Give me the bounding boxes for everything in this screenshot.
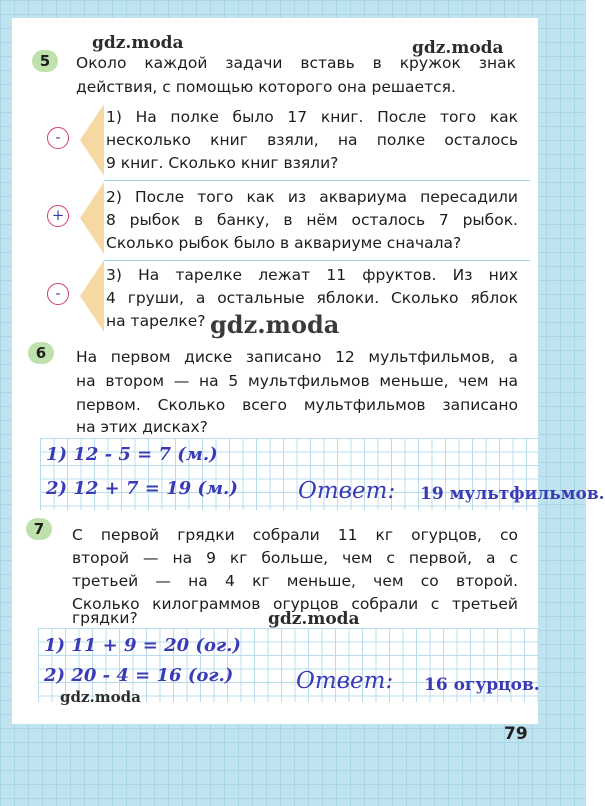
task-5-badge: 5 xyxy=(32,50,58,72)
subtask-3-line-2: 4 груши, а остальные яблоки. Сколько яблок xyxy=(106,289,518,307)
watermark: gdz.moda xyxy=(412,38,504,58)
task-7-answer-label: Ответ: xyxy=(296,668,394,694)
task-6-answer-label: Ответ: xyxy=(298,478,396,504)
task-5-intro-line-1: Около каждой задачи вставь в кружок знак xyxy=(76,54,516,72)
watermark: gdz.moda xyxy=(268,609,360,629)
subtask-1-line-1: 1) На полке было 17 книг. После того как xyxy=(106,108,518,126)
task-7-solution-1: 1) 11 + 9 = 20 (ог.) xyxy=(44,635,241,656)
task-6-line-3: первом. Сколько всего мультфильмов записано xyxy=(76,396,518,414)
subtask-1-line-2: несколько книг взяли, на полке осталось xyxy=(106,131,518,149)
subtask-2-line-3: Сколько рыбок было в аквариуме сначала? xyxy=(106,234,462,252)
task-6-line-2: на втором — на 5 мультфильмов меньше, чем на xyxy=(76,372,518,390)
task-7-line-5: грядки? xyxy=(72,609,138,627)
task-7-badge: 7 xyxy=(26,518,52,540)
task-6-solution-2: 2) 12 + 7 = 19 (м.) xyxy=(46,478,238,499)
task-7-line-1: С первой грядки собрали 11 кг огурцов, со xyxy=(72,526,518,544)
subtask-1-arrow-shape xyxy=(78,104,104,176)
task-6-solution-1: 1) 12 - 5 = 7 (м.) xyxy=(46,444,218,465)
subtask-3-line-3: на тарелке? xyxy=(106,312,206,330)
subtask-2-line-1: 2) После того как из аквариума пересадили xyxy=(106,188,518,206)
task-7-line-3: третьей — на 4 кг меньше, чем со второй. xyxy=(72,572,518,590)
task-7-solution-2: 2) 20 - 4 = 16 (ог.) xyxy=(44,665,234,686)
task-7-line-4: Сколько килограммов огурцов собрали с третьей xyxy=(72,595,518,613)
page-number: 79 xyxy=(504,724,528,744)
subtask-divider xyxy=(104,180,530,181)
task-6-line-4: на этих дисках? xyxy=(76,418,208,436)
watermark: gdz.moda xyxy=(92,33,184,53)
subtask-2-arrow-shape xyxy=(78,182,104,254)
subtask-divider xyxy=(104,260,530,261)
watermark: gdz.moda xyxy=(210,310,340,339)
task-7-answer-text: 16 огурцов. xyxy=(424,675,540,695)
task-6-answer-text: 19 мультфильмов. xyxy=(420,484,605,504)
subtask-3-arrow-shape xyxy=(78,260,104,332)
subtask-1-sign-circle[interactable]: - xyxy=(47,127,69,149)
subtask-3-sign-circle[interactable]: - xyxy=(47,283,69,305)
subtask-3-line-1: 3) На тарелке лежат 11 фруктов. Из них xyxy=(106,266,518,284)
subtask-2-sign-circle[interactable]: + xyxy=(47,205,69,227)
task-5-intro-line-2: действия, с помощью которого она решается. xyxy=(76,78,456,96)
subtask-2-line-2: 8 рыбок в банку, в нём осталось 7 рыбок. xyxy=(106,211,518,229)
task-6-line-1: На первом диске записано 12 мультфильмов, а xyxy=(76,348,518,366)
subtask-1-line-3: 9 книг. Сколько книг взяли? xyxy=(106,154,339,172)
watermark: gdz.moda xyxy=(60,688,141,706)
task-7-line-2: второй — на 9 кг больше, чем с первой, а с xyxy=(72,549,518,567)
task-6-badge: 6 xyxy=(28,342,54,364)
